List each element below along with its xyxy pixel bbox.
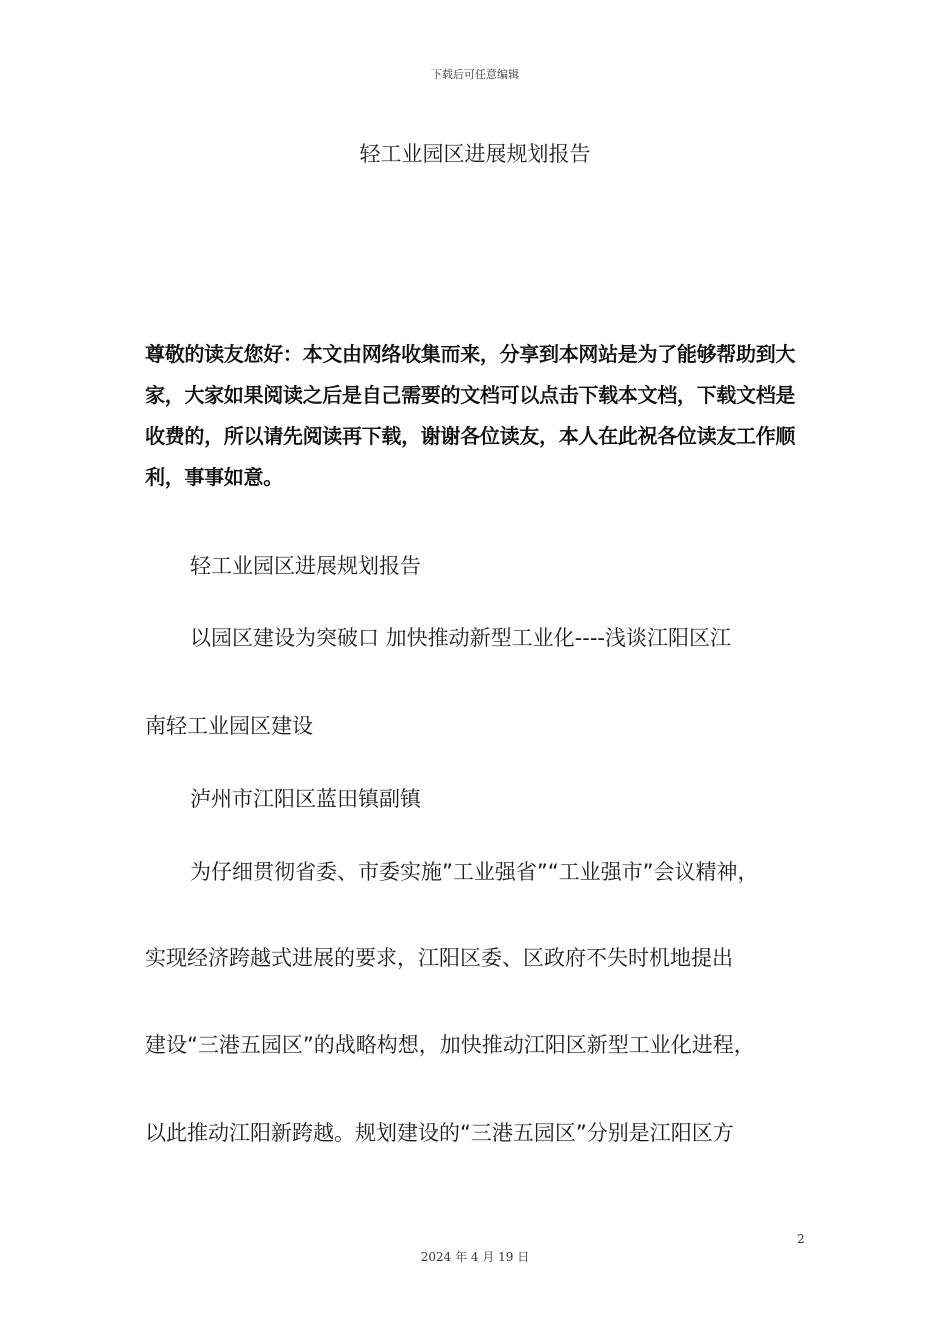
article-heading-line-1: 以园区建设为突破口 加快推动新型工业化----浅谈江阳区江 <box>190 626 731 650</box>
article-heading-line-2: 南轻工业园区建设 <box>145 714 313 738</box>
body-paragraph-line: 建设“三港五园区”的战略构想，加快推动江阳区新型工业化进程， <box>145 1033 755 1057</box>
body-paragraph-line: 以此推动江阳新跨越。规划建设的“三港五园区”分别是江阳区方 <box>145 1121 734 1145</box>
reader-notice <box>145 334 810 498</box>
page-header: 下载后可任意编辑 <box>431 68 519 81</box>
body-paragraph-line: 为仔细贯彻省委、市委实施”工业强省”“工业强市”会议精神， <box>190 860 759 884</box>
author-line: 泸州市江阳区蓝田镇副镇 <box>190 787 421 811</box>
notice-line: 利，事事如意。 <box>145 465 283 489</box>
notice-line: 家，大家如果阅读之后是自己需要的文档可以点击下载本文档，下载文档是 <box>145 383 796 407</box>
footer-date: 2024 年 4 月 19 日 <box>420 1250 530 1264</box>
notice-line: 尊敬的读友您好：本文由网络收集而来，分享到本网站是为了能够帮助到大 <box>145 342 796 366</box>
body-subtitle: 轻工业园区进展规划报告 <box>190 554 421 578</box>
document-title: 轻工业园区进展规划报告 <box>359 142 591 166</box>
body-paragraph-line: 实现经济跨越式进展的要求，江阳区委、区政府不失时机地提出 <box>145 946 733 970</box>
notice-line: 收费的，所以请先阅读再下载，谢谢各位读友，本人在此祝各位读友工作顺 <box>145 424 796 448</box>
page-number: 2 <box>797 1232 805 1246</box>
